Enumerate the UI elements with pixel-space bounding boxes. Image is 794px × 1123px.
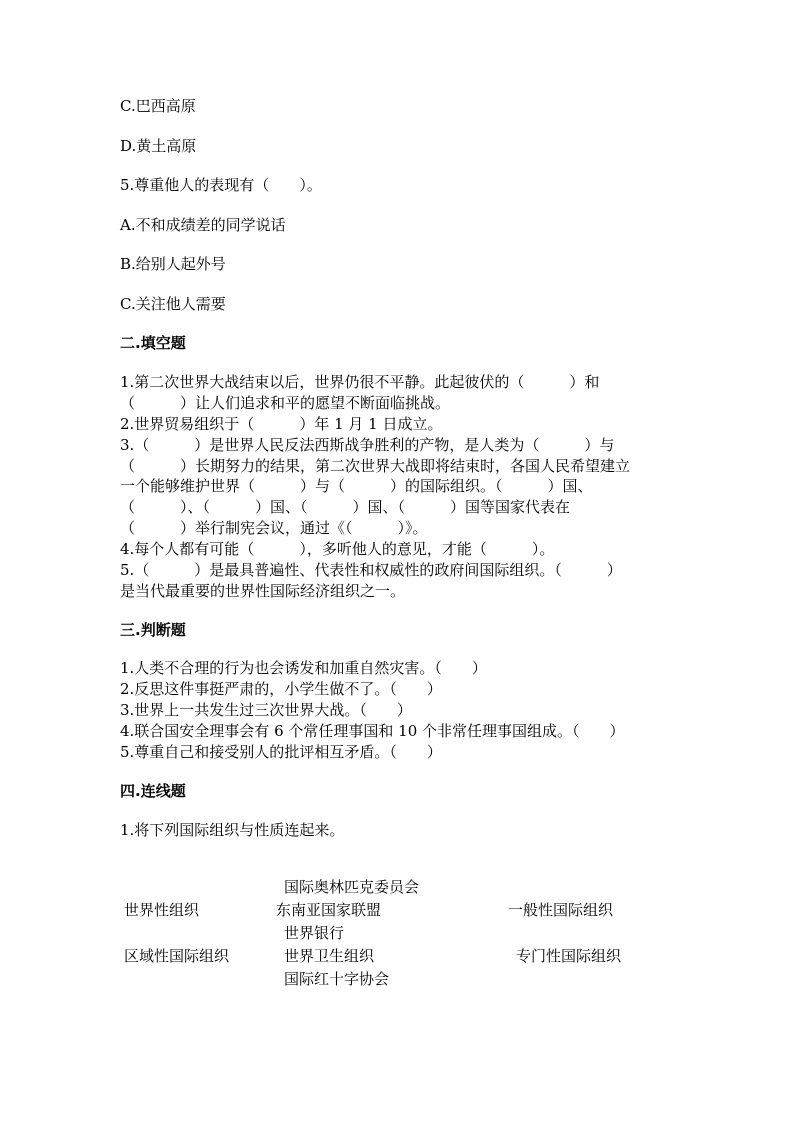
fill-line: （ ）让人们追求和平的愿望不断面临挑战。 [120, 394, 451, 412]
left-item-global: 世界性组织 [124, 901, 200, 919]
judgment-line: 3.世界上一共发生过三次世界大战。（ ） [120, 701, 412, 719]
judgment-line: 4.联合国安全理事会有 6 个常任理事国和 10 个非常任理事国组成。（ ） [120, 722, 625, 740]
middle-item-who: 世界卫生组织 [284, 947, 375, 965]
fill-line: 4.每个人都有可能（ ），多听他人的意见，才能（ ）。 [120, 540, 555, 558]
judgment-line: 1.人类不合理的行为也会诱发和加重自然灾害。（ ） [120, 659, 487, 677]
section-judgment-title: 三.判断题 [120, 621, 186, 639]
fill-line: 5.（ ）是最具普遍性、代表性和权威性的政府间国际组织。（ ） [120, 561, 622, 579]
fill-line: 2.世界贸易组织于（ ）年 1 月 1 日成立。 [120, 415, 443, 433]
judgment-line: 5.尊重自己和接受别人的批评相互矛盾。（ ） [120, 743, 442, 761]
option-c-prev: C.巴西高原 [120, 97, 196, 115]
question-5-stem: 5.尊重他人的表现有（ ）。 [120, 176, 322, 194]
fill-line: 是当代最重要的世界性国际经济组织之一。 [120, 582, 406, 600]
fill-line: 3.（ ）是世界人民反法西斯战争胜利的产物，是人类为（ ）与 [120, 436, 615, 454]
middle-item-asean: 东南亚国家联盟 [276, 901, 382, 919]
fill-line: 一个能够维护世界（ ）与（ ）的国际组织。（ ）国、 [120, 477, 593, 495]
section-fill-in-title: 二.填空题 [120, 334, 186, 352]
right-item-specialized: 专门性国际组织 [516, 947, 622, 965]
middle-item-red-cross: 国际红十字协会 [284, 970, 390, 988]
question-5-option-c: C.关注他人需要 [120, 295, 226, 313]
fill-line: 1.第二次世界大战结束以后，世界仍很不平静。此起彼伏的（ ）和 [120, 373, 600, 391]
middle-item-ioc: 国际奥林匹克委员会 [284, 878, 420, 896]
fill-line: （ ）长期努力的结果，第二次世界大战即将结束时，各国人民希望建立 [120, 457, 631, 475]
middle-item-world-bank: 世界银行 [284, 924, 345, 942]
fill-line: （ ）、（ ）国、（ ）国、（ ）国等国家代表在 [120, 498, 571, 516]
right-item-general: 一般性国际组织 [508, 901, 614, 919]
judgment-line: 2.反思这件事挺严肃的，小学生做不了。（ ） [120, 680, 442, 698]
option-d-prev: D.黄土高原 [120, 137, 197, 155]
question-5-option-b: B.给别人起外号 [120, 255, 226, 273]
matching-question: 1.将下列国际组织与性质连起来。 [120, 821, 345, 839]
question-5-option-a: A.不和成绩差的同学说话 [120, 216, 286, 234]
fill-line: （ ）举行制宪会议，通过《（ ）》。 [120, 519, 428, 537]
left-item-regional: 区域性国际组织 [124, 947, 230, 965]
section-matching-title: 四.连线题 [120, 782, 186, 800]
